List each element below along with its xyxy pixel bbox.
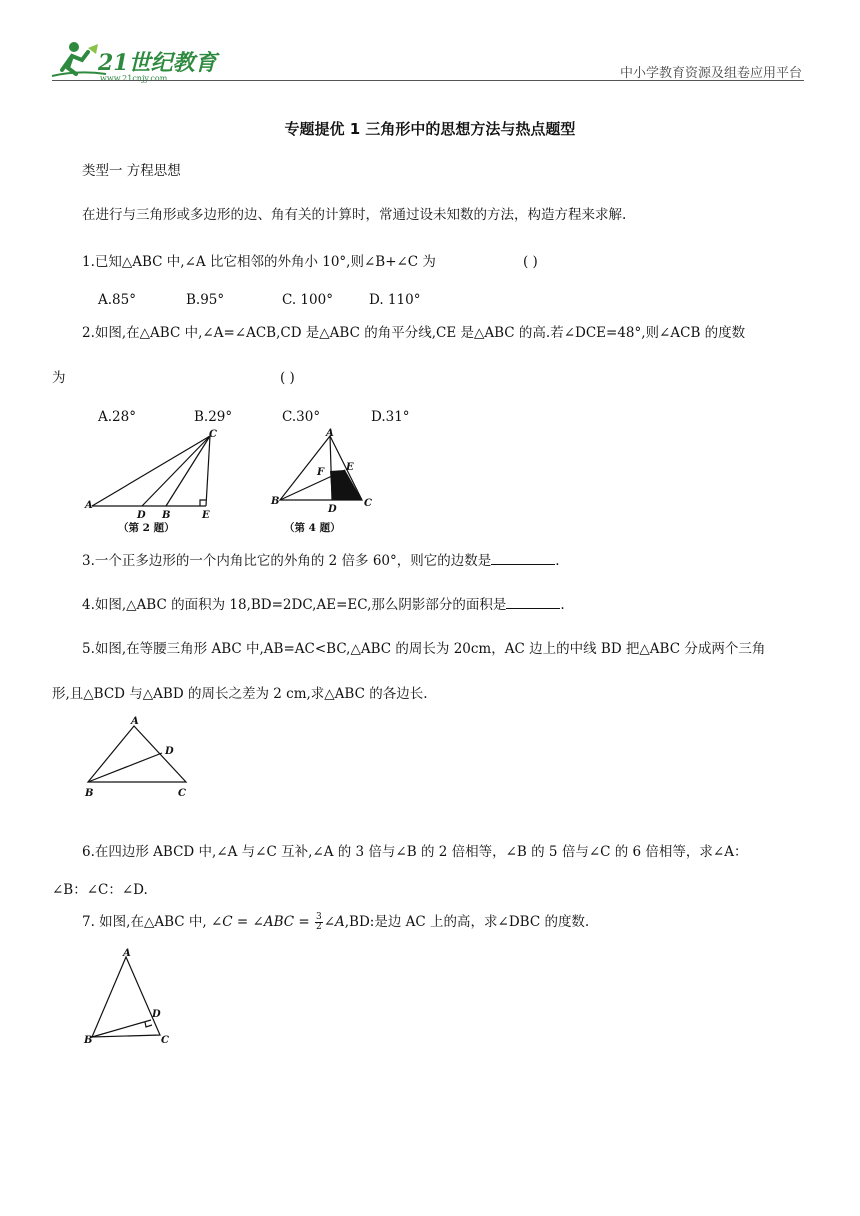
q3-answer-blank[interactable] [491,551,555,565]
fig7-label-d: D [152,1009,161,1020]
q2-option-b: B.29° [194,409,233,425]
q1-option-b: B.95° [186,292,225,308]
fig2-label-e: E [202,510,210,521]
section-heading: 类型一 方程思想 [82,163,181,179]
q2-option-d: D.31° [371,409,410,425]
fig2-label-c: C [209,429,217,440]
fig4-label-e: E [346,462,354,473]
q3-period: . [555,553,560,569]
fig7-label-b: B [84,1035,93,1046]
fig4-label-a: A [326,428,334,439]
q1-option-d: D. 110° [369,292,421,308]
q3-stem: 3.一个正多边形的一个内角比它的外角的 2 倍多 60°，则它的边数是 [82,553,492,569]
fig2-label-a: A [85,500,93,511]
logo-text: 21世纪教育 [98,50,217,76]
figure-q7 [80,945,180,1049]
q7-fraction [315,913,323,932]
q1-stem: 1.已知△ABC 中,∠A 比它相邻的外角小 10°,则∠B+∠C 为 [82,254,436,270]
q6-line1: 6.在四边形 ABCD 中,∠A 与∠C 互补,∠A 的 3 倍与∠B 的 2 倍相等，∠B 的 5 倍与∠C 的 6 倍相等，求∠A： [82,844,748,860]
fig4-caption: （第 4 题） [284,522,341,534]
q4-answer-blank[interactable] [506,595,560,609]
intro-paragraph: 在进行与三角形或多边形的边、角有关的计算时，常通过设未知数的方法，构造方程来求解. [82,207,627,223]
fig4-label-f: F [317,467,325,478]
header-divider [52,80,804,81]
q5-line2: 形,且△BCD 与△ABD 的周长之差为 2 cm,求△ABC 的各边长. [52,686,428,702]
q7-frac-denominator: 2 [315,922,322,932]
figure-q2 [84,426,224,536]
fig4-label-d: D [328,504,337,515]
q2-option-c: C.30° [282,409,321,425]
q4-text [82,595,565,614]
fig4-label-b: B [271,496,280,507]
fig2-label-d: D [137,510,146,521]
q3-text [82,551,560,570]
q2-option-a: A.28° [98,409,136,425]
q7-math-left: ∠C = ∠ABC = [210,914,314,930]
q1-option-a: A.85° [98,292,136,308]
q6-line2: ∠B：∠C：∠D. [52,882,148,898]
fig7-label-a: A [123,948,131,959]
fig5-label-d: D [165,746,174,757]
q1-answer-paren: ( ) [523,254,538,270]
q7-prefix: 7. 如图,在△ABC 中, [82,914,211,930]
fig7-label-c: C [161,1035,169,1046]
q7-frac-numerator: 3 [315,912,322,922]
fig5-label-b: B [85,788,94,799]
q5-line1: 5.如图,在等腰三角形 ABC 中,AB=AC<BC,△ABC 的周长为 20cm，AC 边上的中线 BD 把△ABC 分成两个三角 [82,641,766,657]
q4-period: . [560,597,565,613]
figure-q4 [266,426,386,536]
q7-text [82,913,589,932]
fig4-label-c: C [364,498,372,509]
q2-stem-line1: 2.如图,在△ABC 中,∠A=∠ACB,CD 是△ABC 的角平分线,CE 是△ABC 的高.若∠DCE=48°,则∠ACB 的度数 [82,325,746,341]
fig2-label-b: B [162,510,171,521]
q7-math-right: ∠A [323,914,345,930]
q7-suffix: ,BD:是边 AC 上的高，求∠DBC 的度数. [344,914,590,930]
logo [48,40,228,84]
q1-option-c: C. 100° [282,292,333,308]
fig2-caption: （第 2 题） [118,522,175,534]
q2-stem-line2: 为 [52,370,66,386]
fig5-label-a: A [131,716,139,727]
q4-stem: 4.如图,△ABC 的面积为 18,BD=2DC,AE=EC,那么阴影部分的面积是 [82,597,507,613]
fig5-label-c: C [178,788,186,799]
page-title: 专题提优 1 三角形中的思想方法与热点题型 [284,120,576,138]
logo-url: www.21cnjy.com [100,74,168,83]
q2-answer-paren: ( ) [280,370,295,386]
platform-name: 中小学教育资源及组卷应用平台 [619,66,802,81]
figure-q5 [82,712,198,802]
